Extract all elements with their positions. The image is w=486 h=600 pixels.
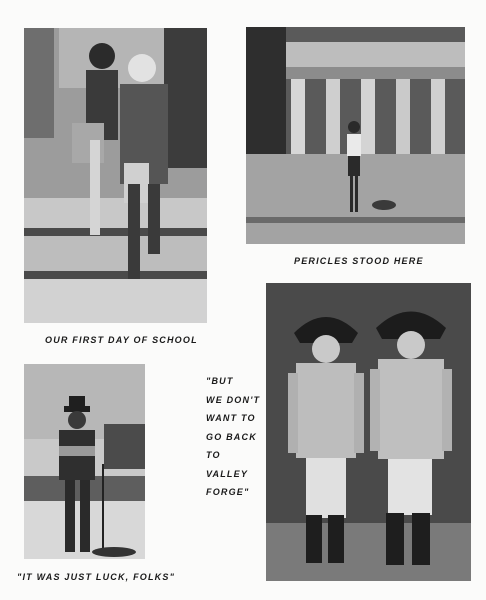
photo-colonial-costumes (266, 283, 471, 581)
parthenon-image (246, 27, 465, 244)
quote-line: WANT TO (206, 413, 256, 423)
quote-line: FORGE" (206, 487, 250, 497)
school-steps-image (24, 28, 207, 323)
man-in-hat-image (24, 364, 145, 559)
photo-parthenon (246, 27, 465, 244)
quote-valley-forge (206, 372, 260, 502)
caption-first-day: OUR FIRST DAY OF SCHOOL (45, 335, 198, 345)
quote-line: WE DON'T (206, 394, 261, 405)
caption-luck: "IT WAS JUST LUCK, FOLKS" (17, 572, 176, 582)
quote-line: GO BACK (206, 431, 257, 442)
photo-man-in-hat (24, 364, 145, 559)
colonial-costumes-image (266, 283, 471, 581)
quote-line: VALLEY (206, 468, 249, 479)
photo-first-day-of-school (24, 28, 207, 323)
quote-line: "BUT (206, 376, 234, 386)
caption-pericles: PERICLES STOOD HERE (294, 256, 424, 266)
quote-line: TO (206, 450, 221, 460)
